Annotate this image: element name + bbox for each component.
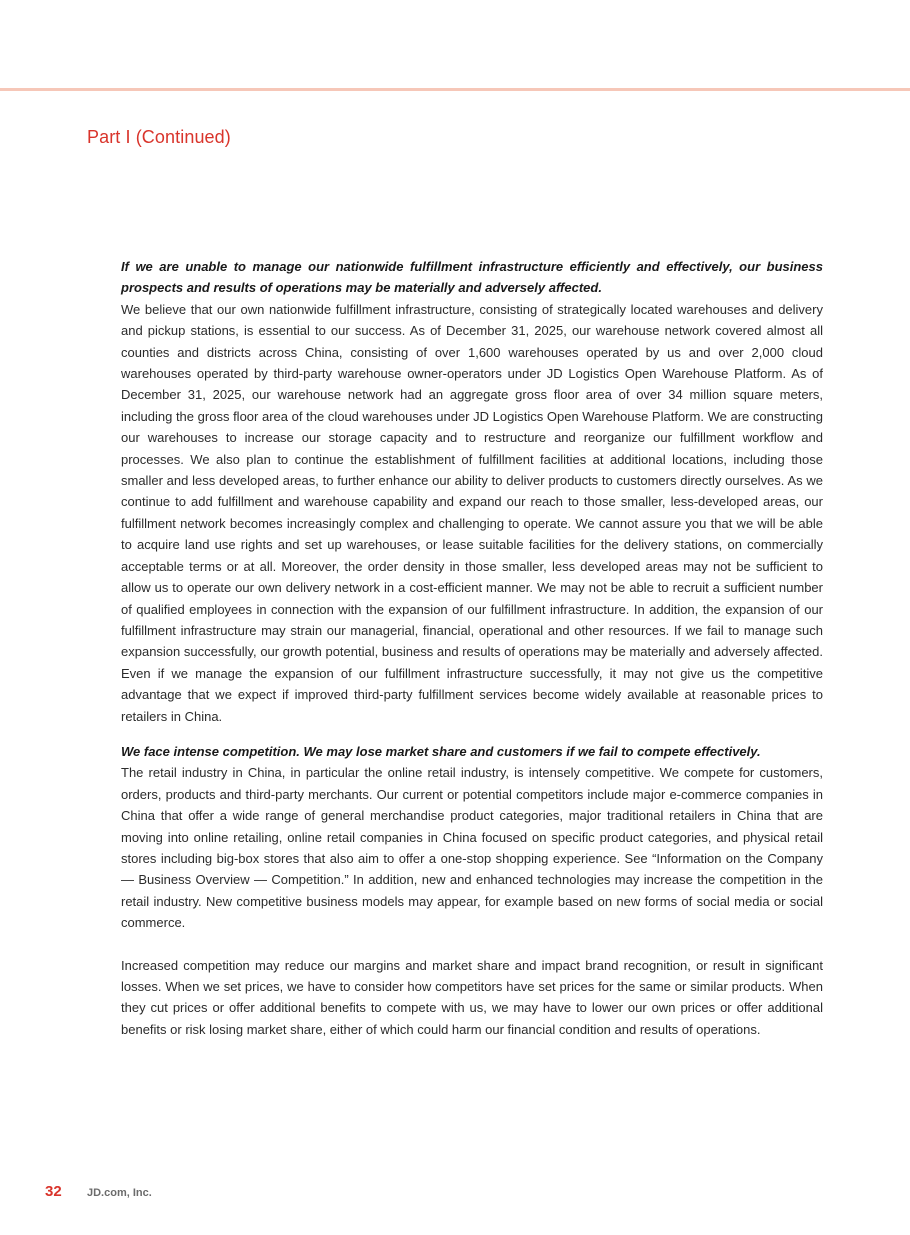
company-name: JD.com, Inc.: [87, 1187, 152, 1199]
body-paragraph: Increased competition may reduce our margins and market share and impact brand recognition, or result in significant losses. When we set prices, we have to consider how competitors have set prices for the same or similar products. When they cut prices or offer additional benefits to compete with us, we may have to lower our own prices or offer additional benefits or risk losing market share, either of which could harm our financial condition and results of operations.: [121, 957, 823, 1037]
page-footer: [45, 1183, 152, 1200]
body-paragraph: We believe that our own nationwide fulfillment infrastructure, consisting of strategically located warehouses and delivery and pickup stations, is essential to our success. As of December 31, 2025, our warehouse network covered almost all counties and districts across China, consisting of over 1,600 warehouses operated by us and over 2,000 cloud warehouses operated by third-party warehouse owner-operators under JD Logistics Open Warehouse Platform. As of December 31, 2025, our warehouse network had an aggregate gross floor area of over 34 million square meters, including the gross floor area of the cloud warehouses under JD Logistics Open Warehouse Platform. We are constructing our warehouses to increase our storage capacity and to restructure and reorganize our fulfillment workflow and processes. We also plan to continue the establishment of fulfillment facilities at additional locations, including those smaller and less developed areas, to further enhance our ability to deliver products to customers directly ourselves. As we continue to add fulfillment and warehouse capability and expand our reach to those smaller, less-developed areas, our fulfillment network becomes increasingly complex and challenging to operate. We cannot assure you that we will be able to acquire land use rights and set up warehouses, or lease suitable facilities for the delivery stations, on commercially acceptable terms or at all. Moreover, the order density in those smaller, less developed areas may not be sufficient to allow us to operate our own delivery network in a cost-efficient manner. We may not be able to recruit a sufficient number of qualified employees in connection with the expansion of our fulfillment infrastructure. In addition, the expansion of our fulfillment infrastructure may strain our managerial, financial, operational and other resources. If we fail to manage such expansion successfully, our growth potential, business and results of operations may be materially and adversely affected. Even if we manage the expansion of our fulfillment infrastructure successfully, it may not give us the competitive advantage that we expect if improved third-party fulfillment services become widely available at reasonable prices to retailers in China.: [121, 301, 823, 724]
body-paragraph: The retail industry in China, in particular the online retail industry, is intensely competitive. We compete for customers, orders, products and third-party merchants. Our current or potential competitors include major e-commerce companies in China that offer a wide range of general merchandise product categories, major traditional retailers in China that are moving into online retailing, online retail companies in China focused on specific product categories, and physical retail stores including big-box stores that also aim to offer a one-stop shopping experience. See “Information on the Company — Business Overview — Competition.” In addition, new and enhanced technologies may increase the competition in the retail industry. New competitive business models may appear, for example based on new forms of social media or social commerce.: [121, 765, 823, 931]
risk-factor-fulfillment: [121, 256, 823, 727]
part-title: Part I (Continued): [87, 127, 231, 147]
document-body: [121, 256, 823, 1040]
page-number: 32: [45, 1183, 62, 1200]
risk-factor-competition: [121, 741, 823, 1040]
risk-factor-heading: If we are unable to manage our nationwide fulfillment infrastructure efficiently and effectively, our business prospects and results of operations may be materially and adversely affected.: [121, 259, 823, 296]
header-divider: [0, 88, 910, 91]
risk-factor-heading: We face intense competition. We may lose market share and customers if we fail to compete effectively.: [121, 743, 761, 759]
